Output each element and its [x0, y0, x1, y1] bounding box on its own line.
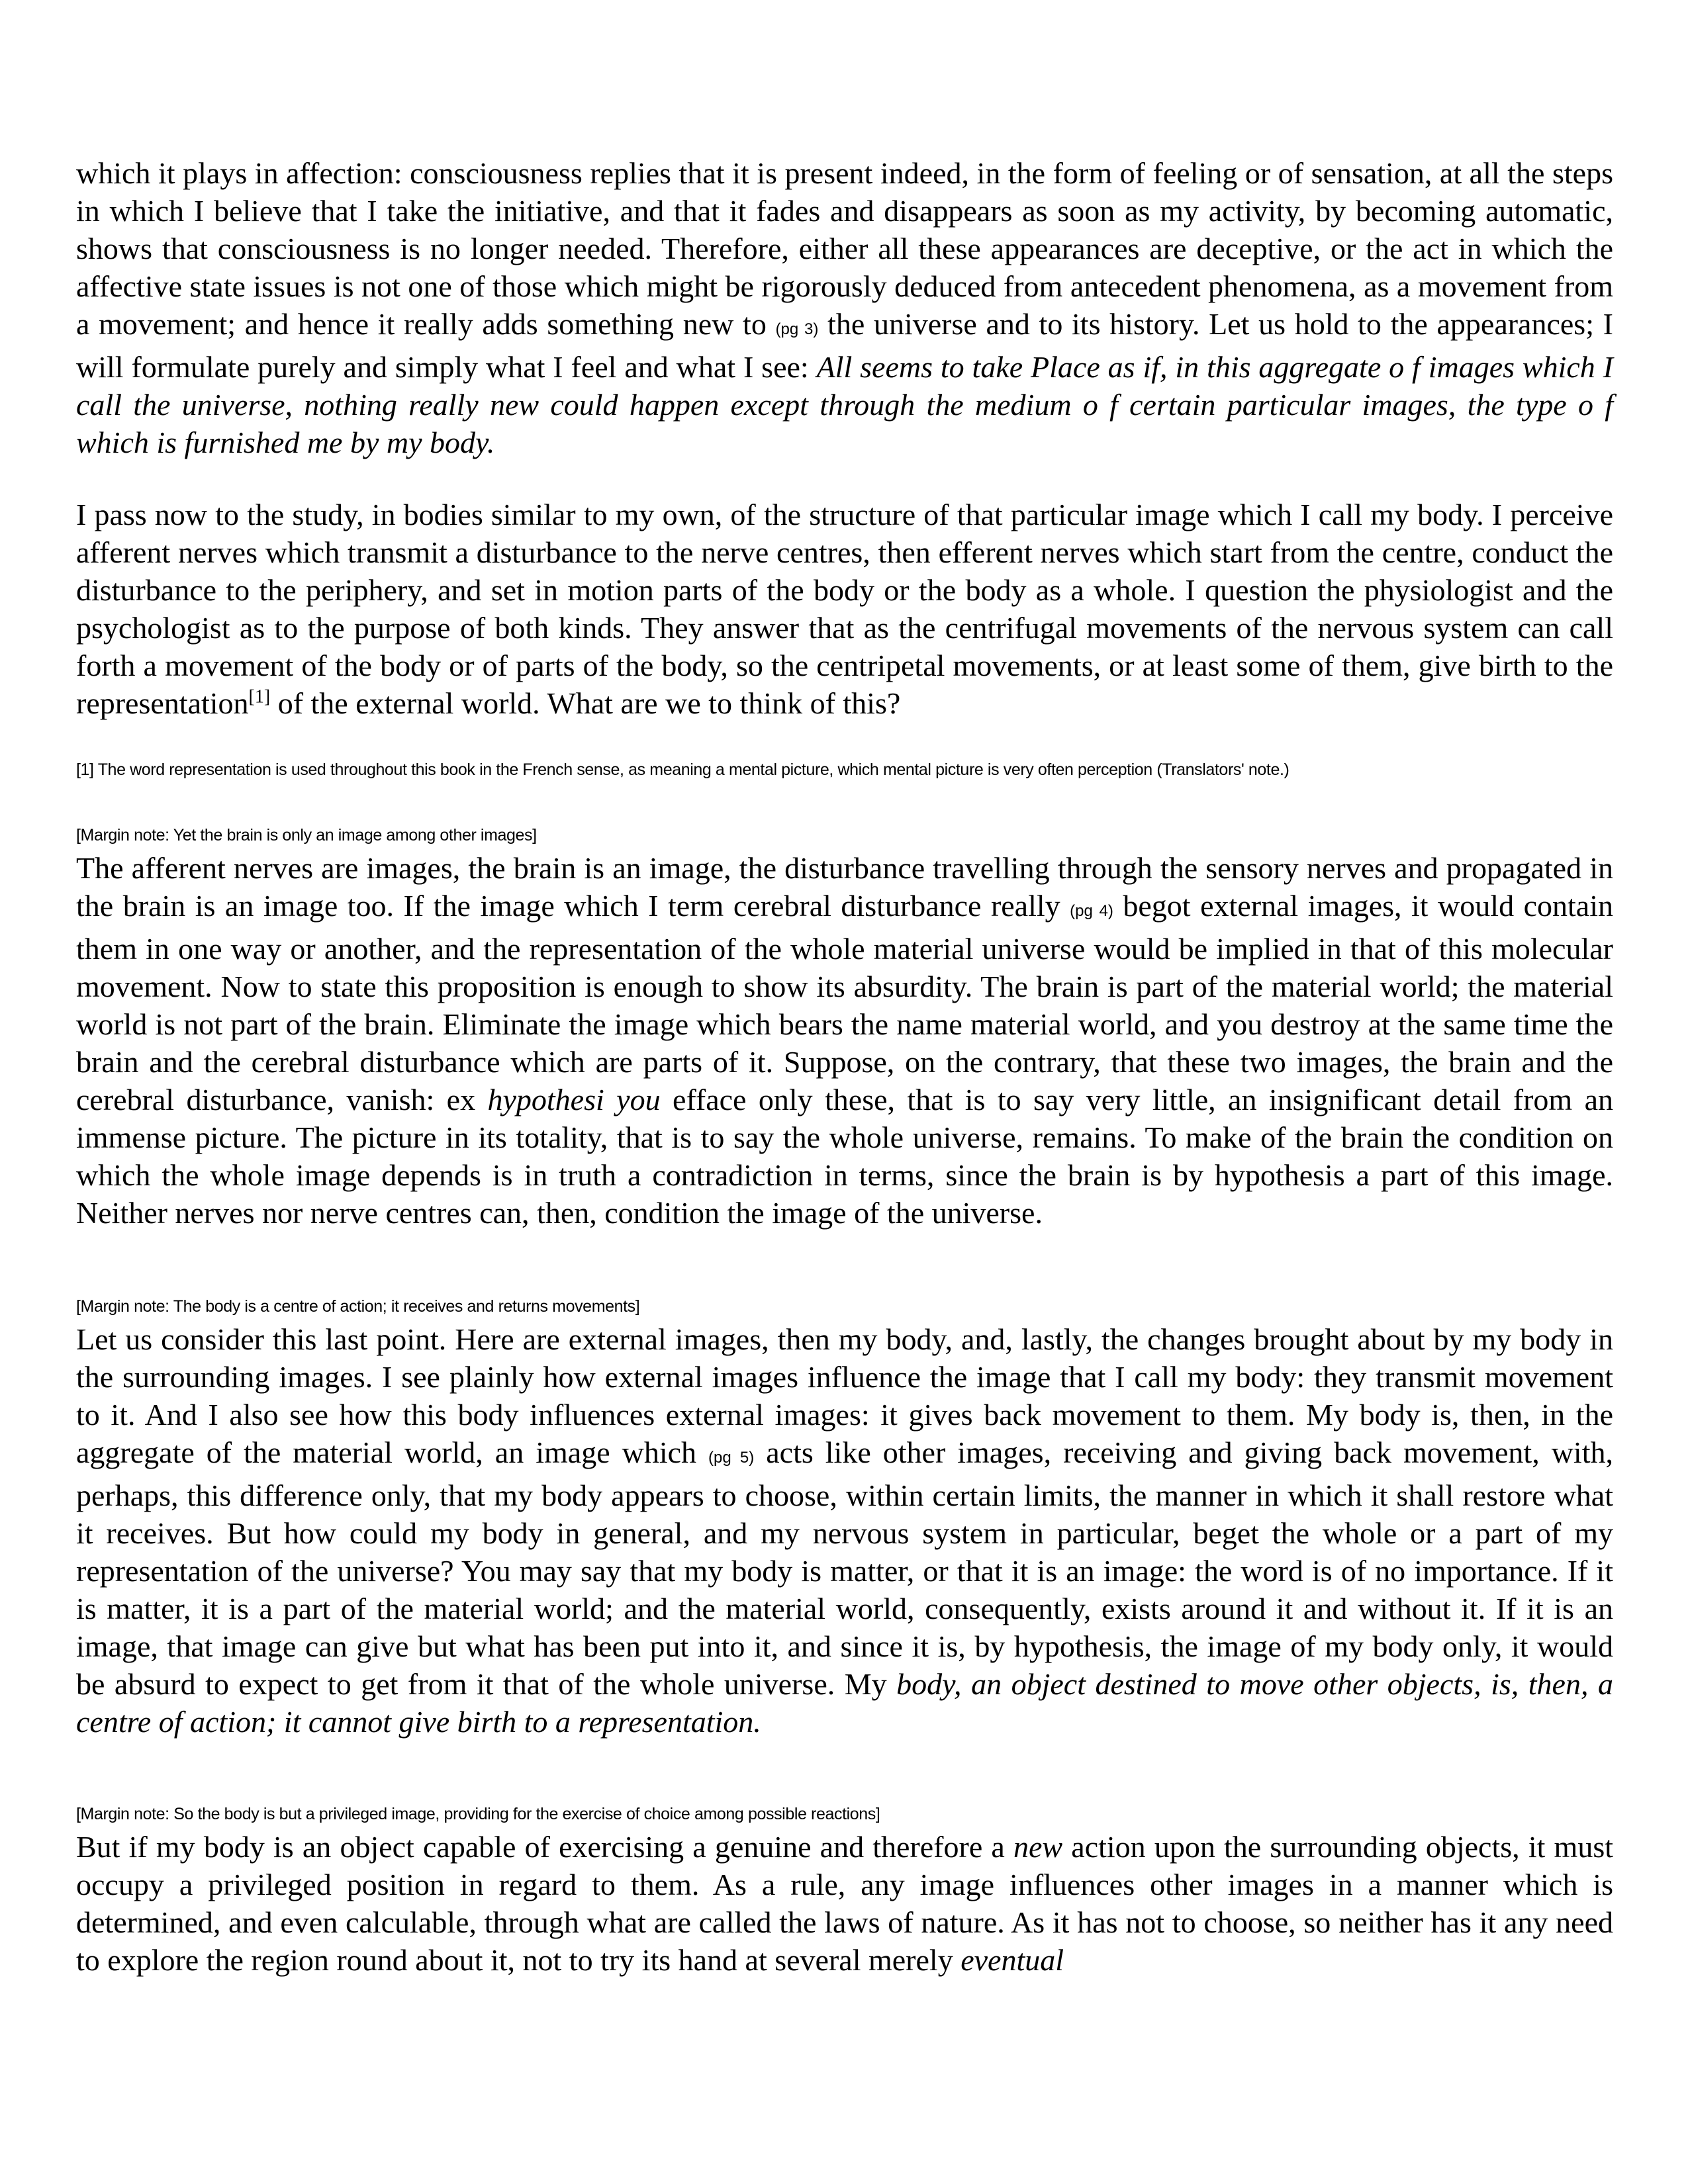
- paragraph-text: the universe and to its history. Let us hold to the appearances; I will formulate purely and simply what I feel and what I see:: [76, 307, 1613, 384]
- paragraph-text: of the external world. What are we to think of this?: [270, 686, 901, 720]
- margin-note-centre-of-action: [Margin note: The body is a centre of action; it receives and returns movements]: [76, 1297, 640, 1316]
- paragraph-structure-of-body: [76, 496, 1613, 722]
- paragraph-text: The afferent nerves are images, the brain is an image, the disturbance travelling through the sensory nerves and propagated in the brain is an image too. If the image which I term cerebral disturbance really: [76, 851, 1613, 923]
- paragraph-italic-text: new: [1013, 1830, 1063, 1864]
- paragraph-brain-image: [76, 849, 1613, 1232]
- paragraph-text: which it plays in affection: consciousness replies that it is present indeed, in the form of feeling or of sensation, at all the steps in which I believe that I take the initiative, and that it fades and disappears as soon as my activity, by becoming automatic, shows that consciousness is no longer needed. Therefore, either all these appearances are deceptive, or the act in which the affective state issues is not one of those which might be rigorously deduced from antecedent phenomena, as a movement from a movement; and hence it really adds something new to: [76, 156, 1613, 341]
- footnote-reference[interactable]: [1]: [248, 686, 271, 707]
- paragraph-italic-text: hypothesi you: [487, 1083, 661, 1116]
- paragraph-text: begot external images, it would contain them in one way or another, and the representation of the whole material universe would be implied in that of this molecular movement. Now to state this proposition is enough to show its absurdity. The brain is part of the material world; the material world is not part of the brain. Eliminate the image which bears the name material world, and you destroy at the same time the brain and the cerebral disturbance which are parts of it. Suppose, on the contrary, that these two images, the brain and the cerebral disturbance, vanish: ex: [76, 889, 1613, 1116]
- footnote: [1] The word representation is used throughout this book in the French sense, as meaning a mental picture, which mental picture is very often perception (Translators' note.): [76, 760, 1289, 779]
- paragraph-italic-text: All seems to take Place as if, in this aggregate o f images which I call the universe, nothing really new could happen except through the medium o f certain particular images, the type o f which is furnished me by my body.: [76, 350, 1613, 459]
- paragraph-text: efface only these, that is to say very little, an insignificant detail from an immense picture. The picture in its totality, that is to say the whole universe, remains. To make of the brain the condition on which the whole image depends is in truth a contradiction in terms, since the brain is by hypothesis a part of this image. Neither nerves nor nerve centres can, then, condition the image of the universe.: [76, 1083, 1613, 1230]
- paragraph-affection: [76, 154, 1613, 461]
- margin-note-brain: [Margin note: Yet the brain is only an image among other images]: [76, 826, 537, 844]
- paragraph-italic-text: eventual: [961, 1943, 1064, 1977]
- paragraph-text: I pass now to the study, in bodies similar to my own, of the structure of that particular image which I call my body. I perceive afferent nerves which transmit a disturbance to the nerve centres, then efferent nerves which start from the centre, conduct the disturbance to the periphery, and set in motion parts of the body or the body as a whole. I question the physiologist and the psychologist as to the purpose of both kinds. They answer that as the centrifugal movements of the nervous system can call forth a movement of the body or of parts of the body, so the centripetal movements, or at least some of them, give birth to the representation: [76, 498, 1613, 720]
- paragraph-centre-of-action: [76, 1320, 1613, 1741]
- paragraph-italic-text: body, an object destined to move other objects, is, then, a centre of action; it cannot give birth to a representation.: [76, 1667, 1613, 1739]
- page-marker: (pg 5): [708, 1449, 755, 1467]
- page-marker: (pg 3): [775, 320, 819, 338]
- margin-note-privileged-image: [Margin note: So the body is but a privileged image, providing for the exercise of choice among possible reactions]: [76, 1805, 880, 1823]
- paragraph-text: action upon the surrounding objects, it must occupy a privileged position in regard to them. As a rule, any image influences other images in a manner which is determined, and even calculable, through what are called the laws of nature. As it has not to choose, so neither has it any need to explore the region round about it, not to try its hand at several merely: [76, 1830, 1614, 1977]
- paragraph-privileged-position: [76, 1828, 1613, 1979]
- paragraph-text: But if my body is an object capable of exercising a genuine and therefore a: [76, 1830, 1013, 1864]
- page-marker: (pg 4): [1070, 902, 1113, 920]
- paragraph-text: acts like other images, receiving and giving back movement, with, perhaps, this difference only, that my body appears to choose, within certain limits, the manner in which it shall restore what it receives. But how could my body in general, and my nervous system in particular, beget the whole or a part of my representation of the universe? You may say that my body is matter, or that it is an image: the word is of no importance. If it is matter, it is a part of the material world; and the material world, consequently, exists around it and without it. If it is an image, that image can give but what has been put into it, and since it is, by hypothesis, the image of my body only, it would be absurd to expect to get from it that of the whole universe. My: [76, 1435, 1613, 1701]
- paragraph-text: Let us consider this last point. Here are external images, then my body, and, lastly, the changes brought about by my body in the surrounding images. I see plainly how external images influence the image that I call my body: they transmit movement to it. And I also see how this body influences external images: it gives back movement to them. My body is, then, in the aggregate of the material world, an image which: [76, 1322, 1613, 1469]
